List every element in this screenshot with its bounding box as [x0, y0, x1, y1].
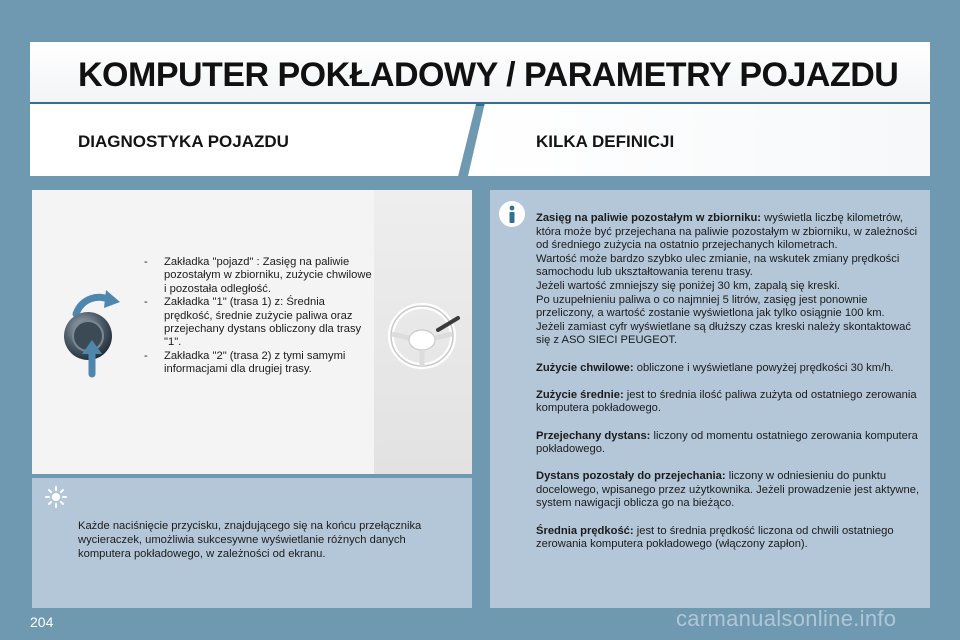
tip-text: Każde naciśnięcie przycisku, znajdującego się na końcu przełącznika wycieraczek, umożliwia sukcesywne wyświetlanie różnych danych komputera pokładowego, w zależności od ekranu. — [78, 520, 422, 560]
definition-average-consumption — [536, 389, 924, 416]
section-title-definitions: KILKA DEFINICJI — [536, 132, 675, 151]
definition-range — [536, 212, 924, 348]
definition-term: Przejechany dystans: — [536, 429, 651, 442]
definition-term: Dystans pozostały do przejechania: — [536, 470, 726, 483]
definition-text: jest to średnia prędkość liczona od chwili ostatniego zerowania komputera pokładowego (włączony zapłon). — [536, 524, 894, 551]
selector-button-icon — [58, 288, 126, 378]
definition-note: Jeżeli wartość zmniejszy się poniżej 30 km, zapalą się kreski. — [536, 279, 841, 292]
section-title-diagnostics: DIAGNOSTYKA POJAZDU — [78, 132, 289, 151]
definition-note: Wartość może bardzo szybko ulec zmianie, na wskutek zmiany prędkości samochodu lub ukształtowania terenu trasy. — [536, 252, 900, 279]
definition-text: liczony w odniesieniu do punktu docelowego, wpisanego przez użytkownika. Jeżeli prowadzenie jest aktywne, system nawigacji oblicza go na bieżąco. — [536, 470, 920, 510]
page-title: KOMPUTER POKŁADOWY / PARAMETRY POJAZDU — [78, 56, 899, 94]
definition-term: Średnia prędkość: — [536, 524, 634, 537]
definition-average-speed — [536, 525, 924, 552]
definition-note: Jeżeli zamiast cyfr wyświetlane są dłuższy czas kreski należy skontaktować się z ASO SIECI PEUGEOT. — [536, 320, 911, 347]
definition-remaining-distance — [536, 470, 924, 511]
sun-tip-icon — [45, 486, 67, 508]
list-item: - Zakładka "1" (trasa 1) z: Średnia prędkość, średnie zużycie paliwa oraz przejechany dystans obliczony dla trasy "1". — [142, 296, 372, 350]
definition-term: Zużycie średnie: — [536, 388, 624, 401]
definition-term: Zużycie chwilowe: — [536, 361, 634, 374]
definition-note: Po uzupełnieniu paliwa o co najmniej 5 litrów, zasięg jest ponownie przeliczony, a wartość zostanie wyświetlona jak tylko osiągnie 100 km. — [536, 293, 885, 320]
steering-wheel-icon — [386, 300, 462, 372]
definition-instant-consumption — [536, 362, 924, 376]
page-number: 204 — [30, 614, 54, 630]
definitions-list — [536, 212, 924, 565]
info-icon — [498, 200, 526, 228]
list-item: - Zakładka "pojazd" : Zasięg na paliwie pozostałym w zbiorniku, zużycie chwilowe i pozostała odległość. — [142, 256, 372, 296]
definition-distance-travelled — [536, 430, 924, 457]
definition-text: obliczone i wyświetlane powyżej prędkości 30 km/h. — [633, 361, 894, 374]
definition-text: liczony od momentu ostatniego zerowania komputera pokładowego. — [536, 429, 918, 456]
definition-term: Zasięg na paliwie pozostałym w zbiorniku: — [536, 212, 762, 224]
definition-text: wyświetla liczbę kilometrów, która może być przejechana na paliwie pozostałym w zbiorniku, w zależności od średniego zużycia na ostatnio przejechanych kilometrach. — [536, 212, 918, 252]
diagnostics-list — [142, 256, 372, 377]
definition-text: jest to średnia ilość paliwa zużyta od ostatniego zerowania komputera pokładowego. — [536, 388, 917, 415]
list-item: - Zakładka "2" (trasa 2) z tymi samymi informacjami dla drugiej trasy. — [142, 350, 372, 377]
watermark: carmanualsonline.info — [676, 606, 897, 631]
